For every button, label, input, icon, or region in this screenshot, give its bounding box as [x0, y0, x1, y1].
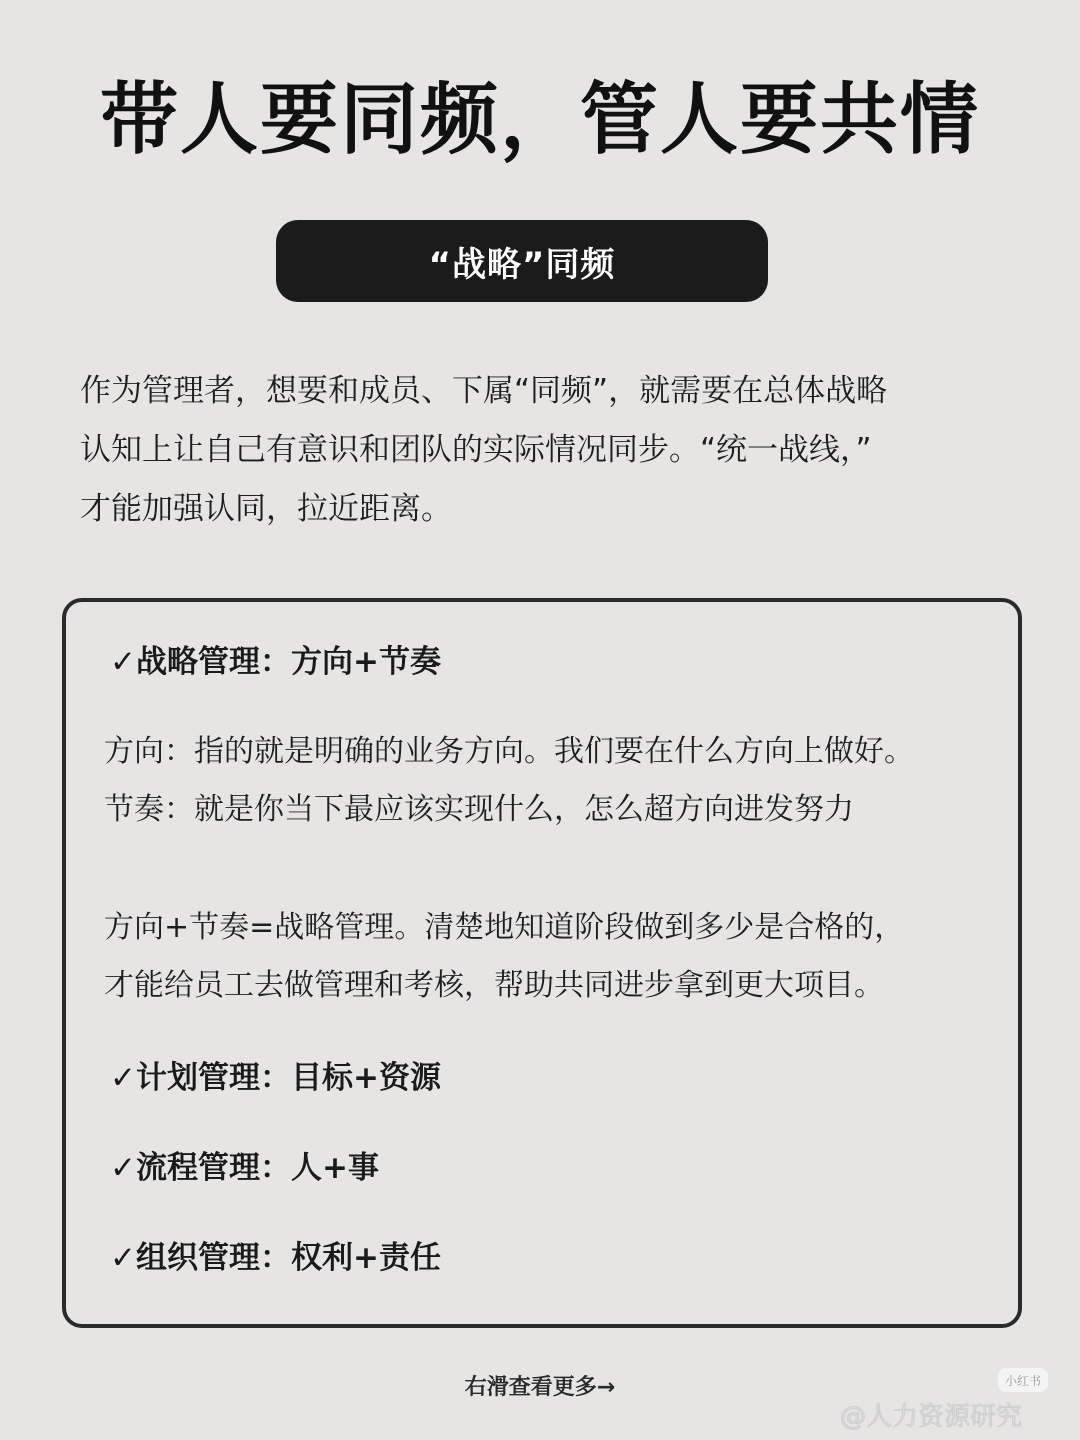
card-heading-org: [110, 1238, 441, 1278]
card-heading-process: [110, 1148, 379, 1188]
watermark-text: @人力资源研究: [840, 1402, 1023, 1432]
section-pill: [276, 220, 768, 302]
checkmark-icon: ✓: [110, 1060, 136, 1096]
checkmark-icon: ✓: [110, 1240, 136, 1276]
heading-text: 组织管理：权利+责任: [135, 1240, 441, 1276]
card-heading-strategy: [110, 642, 441, 682]
section-pill-label: “战略”同频: [428, 244, 616, 285]
card-body-line: 方向：指的就是明确的业务方向。我们要在什么方向上做好。: [104, 734, 914, 769]
intro-line: 作为管理者，想要和成员、下属“同频”，就需要在总体战略: [80, 373, 888, 409]
intro-line: 认知上让自己有意识和团队的实际情况同步。“统一战线，”: [80, 432, 872, 468]
intro-line: 才能加强认同，拉近距离。: [80, 491, 452, 527]
card-body-line: 节奏：就是你当下最应该实现什么，怎么超方向进发努力: [104, 792, 854, 827]
swipe-hint[interactable]: 右滑查看更多→: [464, 1375, 616, 1400]
watermark-logo: 小红书: [998, 1368, 1048, 1392]
intro-paragraph: [80, 362, 1020, 539]
page-title: 带人要同频，管人要共情: [99, 75, 980, 165]
heading-text: 流程管理：人+事: [135, 1150, 379, 1186]
content-card: [62, 598, 1022, 1328]
checkmark-icon: ✓: [110, 644, 136, 680]
card-body-line: 方向+节奏=战略管理。清楚地知道阶段做到多少是合格的，: [104, 910, 905, 945]
checkmark-icon: ✓: [110, 1150, 136, 1186]
card-body-line: 才能给员工去做管理和考核，帮助共同进步拿到更大项目。: [104, 968, 884, 1003]
heading-text: 计划管理：目标+资源: [135, 1060, 441, 1096]
card-heading-plan: [110, 1058, 441, 1098]
heading-text: 战略管理：方向+节奏: [135, 644, 441, 680]
